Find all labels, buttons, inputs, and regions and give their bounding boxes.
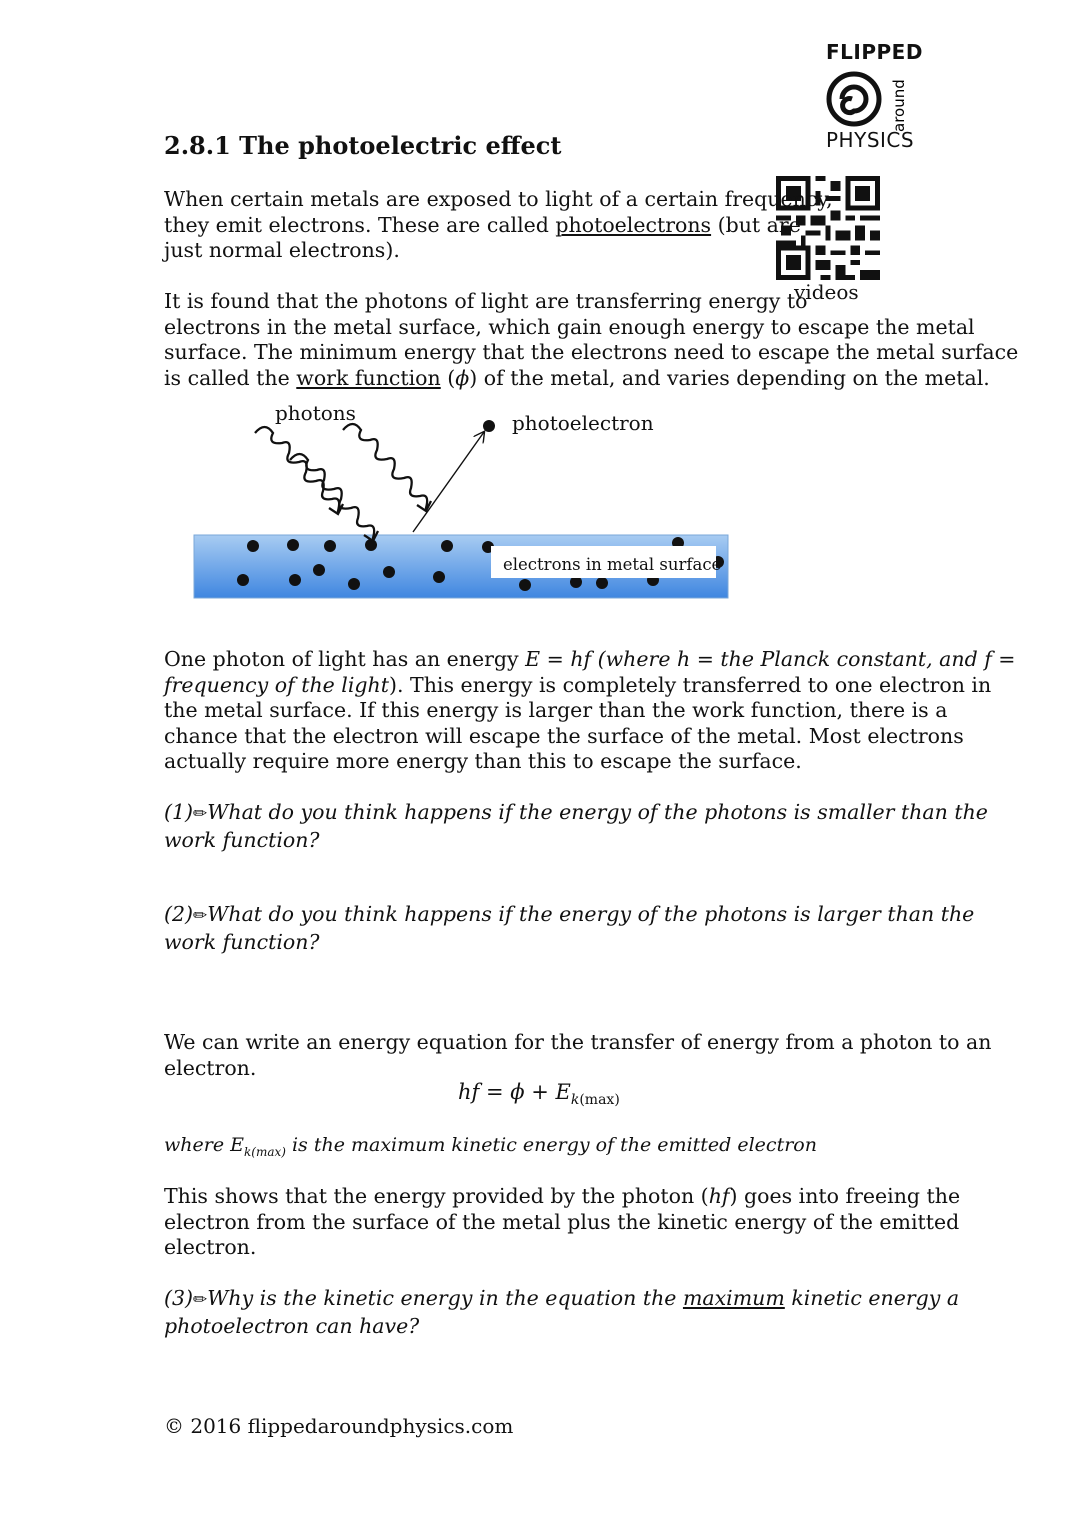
electron-dot bbox=[287, 539, 299, 551]
equation-note: where $E_{k(max)}$ is the maximum kinetic energy of the emitted electron bbox=[164, 1134, 817, 1159]
electron-dot bbox=[383, 566, 395, 578]
photon-wave-3 bbox=[343, 424, 431, 511]
electron-dot bbox=[519, 579, 531, 591]
ex-line-1: This shows that the energy provided by the photon (hf) goes into freeing the bbox=[164, 1184, 961, 1208]
photoelectron-dot bbox=[483, 420, 495, 432]
q2-line-1: (2)✏What do you think happens if the energy of the photons is larger than the bbox=[164, 902, 975, 926]
pe-line-3: the metal surface. If this energy is larger than the work function, there is a bbox=[164, 698, 948, 723]
phi-symbol: ϕ bbox=[455, 365, 470, 390]
q1-line-1: (1)✏What do you think happens if the energy of the photons is smaller than the bbox=[164, 800, 988, 824]
photon-energy-paragraph bbox=[164, 647, 1016, 775]
pencil-icon: ✏ bbox=[193, 1290, 208, 1310]
pencil-icon: ✏ bbox=[193, 906, 208, 926]
q3-line-2: photoelectron can have? bbox=[164, 1313, 420, 1338]
ex-line-3: electron. bbox=[164, 1235, 257, 1260]
photoelectron-label: photoelectron bbox=[512, 411, 654, 435]
ee-line-1: We can write an energy equation for the transfer of energy from a photon to an bbox=[164, 1030, 992, 1054]
pe-line-4: chance that the electron will escape the surface of the metal. Most electrons bbox=[164, 723, 964, 748]
wf-line-2: electrons in the metal surface, which gain enough energy to escape the metal bbox=[164, 314, 975, 339]
photoelectric-diagram bbox=[0, 0, 1080, 620]
electron-dot bbox=[289, 574, 301, 586]
photoelectric-equation: hf = $\phi + E_{k(max)}$ bbox=[458, 1080, 620, 1109]
pencil-icon: ✏ bbox=[193, 804, 208, 824]
logo-text-physics: PHYSICS bbox=[826, 128, 915, 152]
electron-dot bbox=[313, 564, 325, 576]
energy-equation-inline: E = hf bbox=[525, 647, 592, 671]
photon-waves bbox=[255, 424, 431, 541]
explanation-paragraph bbox=[164, 1184, 960, 1261]
q3-line-1: (3)✏Why is the kinetic energy in the equation the maximum kinetic energy a bbox=[164, 1286, 960, 1310]
electron-dot bbox=[324, 540, 336, 552]
electron-dot bbox=[596, 577, 608, 589]
intro-line-2: they emit electrons. These are called photoelectrons (but are bbox=[164, 212, 801, 237]
pe-line-1: One photon of light has an energy E = hf (where h = the Planck constant, and f = bbox=[164, 647, 1016, 671]
electron-dot bbox=[433, 571, 445, 583]
electron-dot bbox=[348, 578, 360, 590]
footer-copyright: © 2016 flippedaroundphysics.com bbox=[164, 1414, 514, 1438]
electron-dot bbox=[247, 540, 259, 552]
photons-label: photons bbox=[275, 401, 356, 425]
question-1 bbox=[164, 800, 988, 853]
electron-dot bbox=[237, 574, 249, 586]
energy-equation-paragraph bbox=[164, 1030, 991, 1081]
photoelectron-arrow bbox=[413, 432, 484, 532]
wf-line-4: is called the work function (ϕ) of the metal, and varies depending on the metal. bbox=[164, 365, 990, 390]
hf-term: hf bbox=[708, 1184, 730, 1208]
q2-line-2: work function? bbox=[164, 929, 320, 954]
qr-label: videos bbox=[794, 280, 859, 304]
intro-line-3: just normal electrons). bbox=[164, 238, 400, 263]
question-3 bbox=[164, 1286, 959, 1339]
pe-line-2: frequency of the light). This energy is completely transferred to one electron in bbox=[164, 672, 992, 697]
intro-line-1: When certain metals are exposed to light of a certain frequency, bbox=[164, 187, 833, 211]
photon-wave-1 bbox=[255, 427, 343, 514]
pe-line-5: actually require more energy than this to escape the surface. bbox=[164, 749, 802, 774]
q1-line-2: work function? bbox=[164, 827, 320, 852]
electron-dot bbox=[441, 540, 453, 552]
page-title: 2.8.1 The photoelectric effect bbox=[164, 131, 562, 160]
maximum-term: maximum bbox=[682, 1286, 785, 1310]
surface-label: electrons in metal surface bbox=[503, 555, 722, 574]
question-2 bbox=[164, 902, 974, 955]
work-function-term: work function bbox=[296, 365, 441, 390]
logo-text-flipped: FLIPPED bbox=[826, 40, 923, 64]
wf-line-3: surface. The minimum energy that the electrons need to escape the metal surface bbox=[164, 340, 1019, 365]
wf-line-1: It is found that the photons of light are transferring energy to bbox=[164, 289, 808, 313]
photoelectrons-term: photoelectrons bbox=[555, 212, 712, 237]
logo-around-text: around bbox=[890, 79, 908, 132]
ex-line-2: electron from the surface of the metal plus the kinetic energy of the emitted bbox=[164, 1209, 960, 1234]
ee-line-2: electron. bbox=[164, 1055, 257, 1080]
